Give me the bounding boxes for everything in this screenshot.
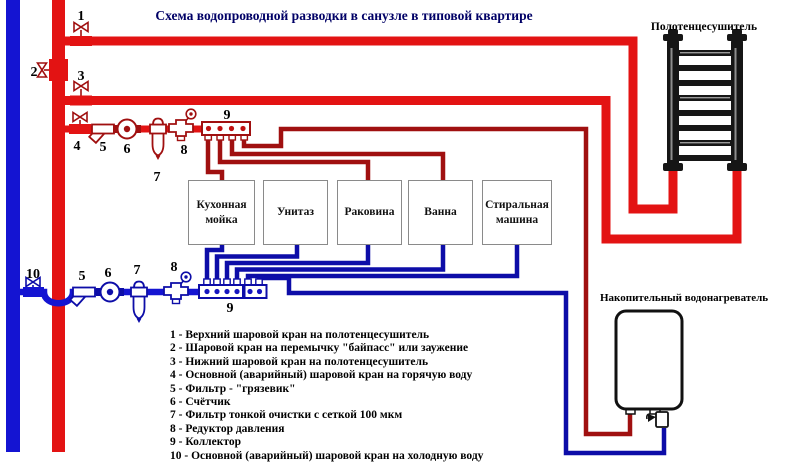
water-meter-hot-icon bbox=[113, 120, 141, 139]
callout-9-hot: 9 bbox=[223, 108, 231, 123]
ball-valve-1 bbox=[70, 23, 92, 47]
callout-3: 3 bbox=[77, 69, 85, 84]
towel-rail bbox=[663, 29, 747, 171]
strainer-filter-cold-icon bbox=[70, 288, 95, 306]
legend-item-10: 10 - Основной (аварийный) шаровой кран на холодную воду bbox=[170, 449, 484, 462]
callout-10: 10 bbox=[26, 267, 40, 282]
callout-8-cold: 8 bbox=[170, 260, 178, 275]
fixture-label: Ванна bbox=[424, 206, 457, 219]
fine-filter-cold-icon bbox=[131, 282, 147, 324]
fixture-label: Раковина bbox=[344, 206, 395, 219]
callout-7-cold: 7 bbox=[133, 263, 141, 278]
fixture-washbasin bbox=[337, 180, 402, 245]
pressure-reducer-hot-icon bbox=[169, 109, 196, 140]
legend-item-6: 6 - Счётчик bbox=[170, 395, 231, 408]
cold-collector bbox=[199, 279, 267, 298]
callout-7-hot: 7 bbox=[153, 170, 161, 185]
ball-valve-4-hot-main bbox=[69, 113, 91, 135]
fixture-label: Унитаз bbox=[277, 206, 314, 219]
safety-valve-icon bbox=[647, 412, 668, 427]
legend-item-5: 5 - Фильтр - "грязевик" bbox=[170, 382, 296, 395]
fixture-label: Стиральная машина bbox=[485, 198, 549, 226]
towel-rail-label: Полотенцесушитель bbox=[650, 21, 758, 33]
callout-4: 4 bbox=[73, 139, 81, 154]
ball-valve-2-bypass bbox=[38, 59, 69, 81]
water-meter-cold-icon bbox=[96, 283, 124, 302]
heater-tank bbox=[616, 311, 682, 409]
legend-item-4: 4 - Основной (аварийный) шаровой кран на горячую воду bbox=[170, 369, 473, 382]
callout-2: 2 bbox=[30, 65, 38, 80]
legend-item-7: 7 - Фильтр тонкой очистки с сеткой 100 мкм bbox=[170, 409, 403, 422]
fine-filter-hot-icon bbox=[150, 119, 166, 161]
diagram-title: Схема водопроводной разводки в санузле в типовой квартире bbox=[155, 8, 533, 23]
fixture-bath bbox=[408, 180, 473, 245]
pressure-reducer-cold-icon bbox=[164, 272, 191, 303]
water-heater bbox=[616, 311, 682, 427]
callout-8-hot: 8 bbox=[180, 143, 188, 158]
water-heater-label: Накопительный водонагреватель bbox=[600, 292, 769, 304]
fixture-label: Кухонная мойка bbox=[196, 198, 247, 226]
hot-branch-bath-pipe bbox=[232, 133, 443, 181]
legend-item-3: 3 - Нижний шаровой кран на полотенцесушитель bbox=[170, 355, 429, 368]
callout-6-hot: 6 bbox=[123, 142, 131, 157]
legend-item-9: 9 - Коллектор bbox=[170, 436, 241, 449]
legend-item-2: 2 - Шаровой кран на перемычку "байпасс" или заужение bbox=[170, 342, 469, 355]
callout-6-cold: 6 bbox=[104, 266, 112, 281]
callout-5-hot: 5 bbox=[99, 140, 107, 155]
hot-collector bbox=[202, 122, 250, 140]
callout-9-cold: 9 bbox=[226, 301, 234, 316]
legend bbox=[170, 329, 484, 463]
callout-1: 1 bbox=[77, 9, 85, 24]
fixture-toilet bbox=[263, 180, 328, 245]
callout-5-cold: 5 bbox=[78, 269, 86, 284]
fixture-kitchen-sink bbox=[188, 180, 255, 245]
legend-item-1: 1 - Верхний шаровой кран на полотенцесушитель bbox=[170, 329, 430, 341]
ball-valve-3 bbox=[70, 82, 92, 106]
legend-item-8: 8 - Редуктор давления bbox=[170, 422, 285, 435]
fixture-washing-machine bbox=[482, 180, 552, 245]
